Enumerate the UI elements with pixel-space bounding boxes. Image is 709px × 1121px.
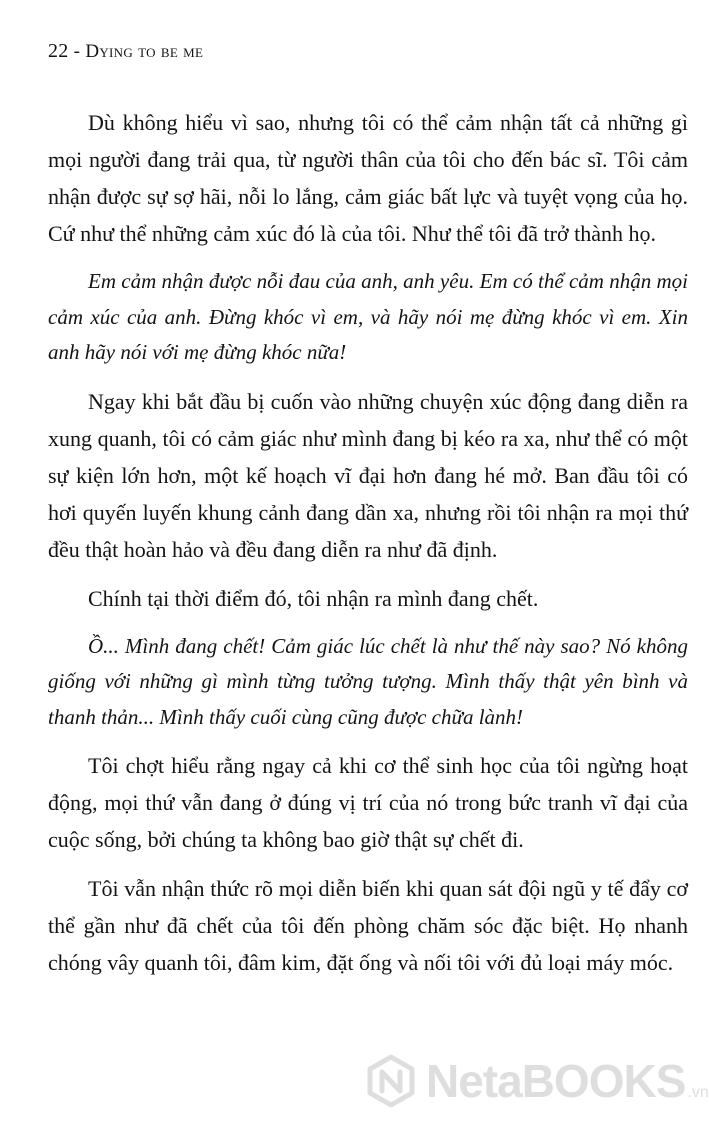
page-body — [48, 104, 688, 993]
paragraph-5-italic: Ồ... Mình đang chết! Cảm giác lúc chết là như thế này sao? Nó không giống với những gì mình từng tưởng tượng. Mình thấy thật yên bình và thanh thản... Mình thấy cuối cùng cũng được chữa lành! — [48, 633, 688, 729]
paragraph-2-italic: Em cảm nhận được nỗi đau của anh, anh yêu. Em có thể cảm nhận mọi cảm xúc của anh. Đừng khóc vì em, và hãy nói mẹ đừng khóc vì em. Xin anh hãy nói với mẹ đừng khóc nữa! — [48, 269, 688, 364]
page-number: 22 — [48, 40, 69, 62]
paragraph-1: Dù không hiểu vì sao, nhưng tôi có thể cảm nhận tất cả những gì mọi người đang trải qua, từ người thân của tôi cho đến bác sĩ. Tôi cảm nhận được sự sợ hãi, nỗi lo lắng, cảm giác bất lực và tuyệt vọng của họ. Cứ như thể những cảm xúc đó là của tôi. Như thể tôi đã trở thành họ. — [48, 110, 688, 246]
header-separator: - — [68, 41, 86, 62]
paragraph-7: Tôi vẫn nhận thức rõ mọi diễn biến khi quan sát đội ngũ y tế đẩy cơ thể gần như đã chết của tôi đến phòng chăm sóc đặc biệt. Họ nhanh chóng vây quanh tôi, đâm kim, đặt ống và nối tôi với đủ loại máy móc. — [48, 876, 688, 975]
watermark-domain-suffix: .vn — [687, 1084, 709, 1101]
netabooks-watermark — [364, 1046, 709, 1116]
book-title: Dying to be me — [85, 41, 204, 62]
watermark-brand-text: NetaBOOKS — [426, 1055, 686, 1107]
paragraph-3: Ngay khi bắt đầu bị cuốn vào những chuyện xúc động đang diễn ra xung quanh, tôi có cảm giác như mình đang bị kéo ra xa, như thể có một sự kiện lớn hơn, một kế hoạch vĩ đại hơn đang hé mở. Ban đầu tôi có hơi quyến luyến khung cảnh đang dần xa, nhưng rồi tôi nhận ra mọi thứ đều thật hoàn hảo và đều đang diễn ra như đã định. — [48, 388, 688, 562]
netabooks-logo-icon — [364, 1054, 418, 1108]
running-header — [48, 40, 203, 63]
paragraph-4: Chính tại thời điểm đó, tôi nhận ra mình đang chết. — [88, 585, 539, 611]
paragraph-6: Tôi chợt hiểu rằng ngay cả khi cơ thể sinh học của tôi ngừng hoạt động, mọi thứ vẫn đang ở đúng vị trí của nó trong bức tranh vĩ đại của cuộc sống, bởi chúng ta không bao giờ thật sự chết đi. — [48, 753, 688, 852]
